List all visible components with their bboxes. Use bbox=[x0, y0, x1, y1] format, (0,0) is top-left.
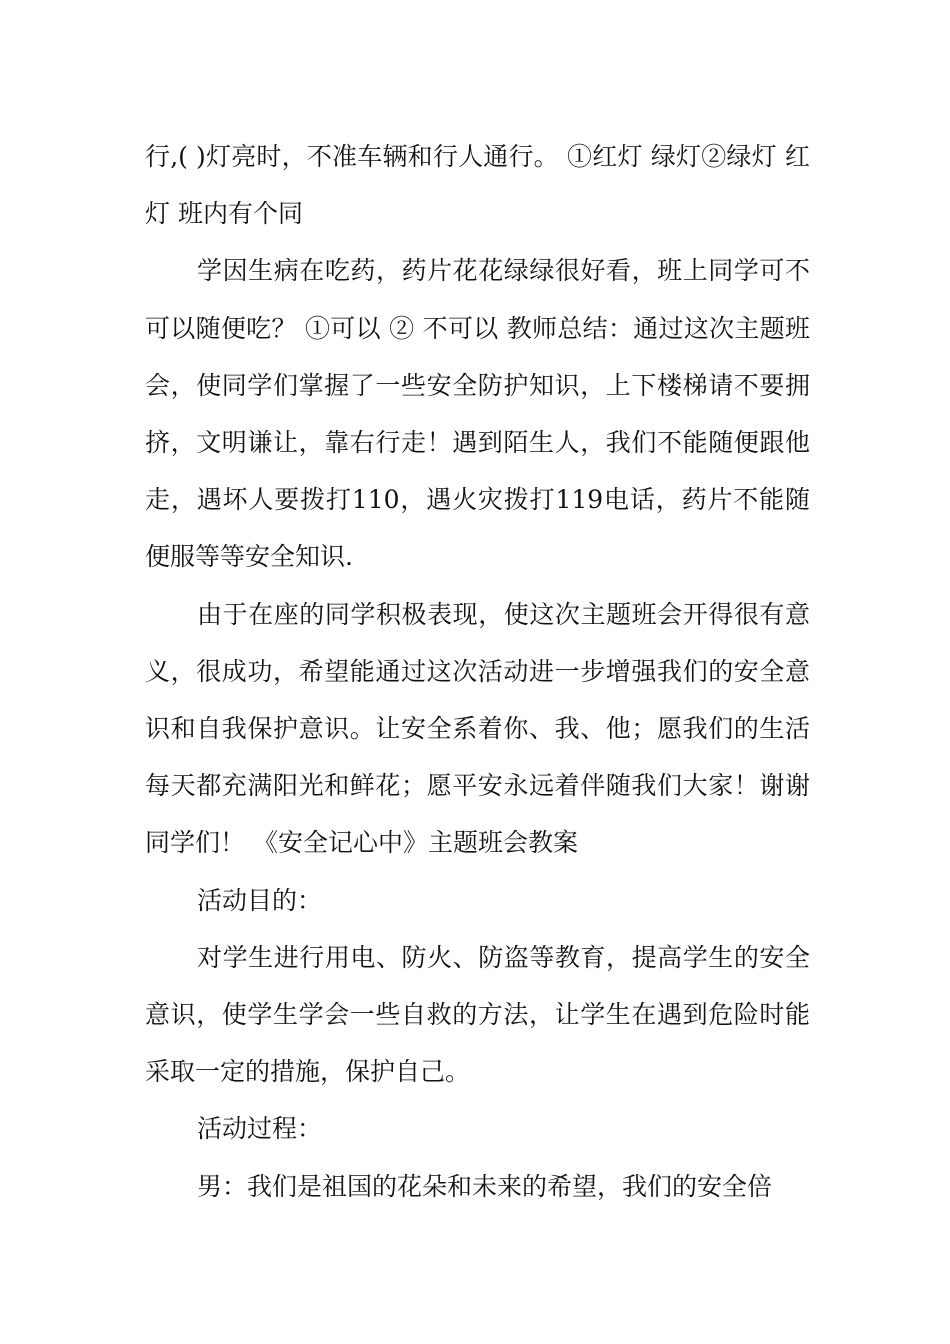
heading-activity-process: 活动过程： bbox=[197, 1114, 323, 1144]
document-body bbox=[145, 128, 810, 1215]
paragraph-activity-process: 男：我们是祖国的花朵和未来的希望，我们的安全倍 bbox=[197, 1171, 773, 1201]
paragraph-medicine-and-summary: 学因生病在吃药，药片花花绿绿很好看，班上同学可不可以随便吃？ ①可以 ② 不可以 教师总结：通过这次主题班会，使同学们掌握了一些安全防护知识，上下楼梯请不要拥挤，文明谦让，靠右行走！遇到陌生人，我们不能随便跟他走，遇坏人要拨打110，遇火灾拨打119电话，药片不能随便服等等安全知识. bbox=[145, 256, 810, 572]
paragraph-activity-purpose: 对学生进行用电、防火、防盗等教育，提高学生的安全意识，使学生学会一些自救的方法，让学生在遇到危险时能采取一定的措施，保护自己。 bbox=[145, 942, 810, 1087]
paragraph-closing-remarks: 由于在座的同学积极表现，使这次主题班会开得很有意义，很成功，希望能通过这次活动进一步增强我们的安全意识和自我保护意识。让安全系着你、我、他；愿我们的生活每天都充满阳光和鲜花；愿平安永远着伴随我们大家！谢谢同学们！ 《安全记心中》主题班会教案 bbox=[145, 599, 810, 858]
heading-activity-purpose: 活动目的： bbox=[197, 885, 323, 915]
paragraph-traffic-light-question: 行,( )灯亮时，不准车辆和行人通行。 ①红灯 绿灯②绿灯 红灯 班内有个同 bbox=[145, 142, 810, 229]
